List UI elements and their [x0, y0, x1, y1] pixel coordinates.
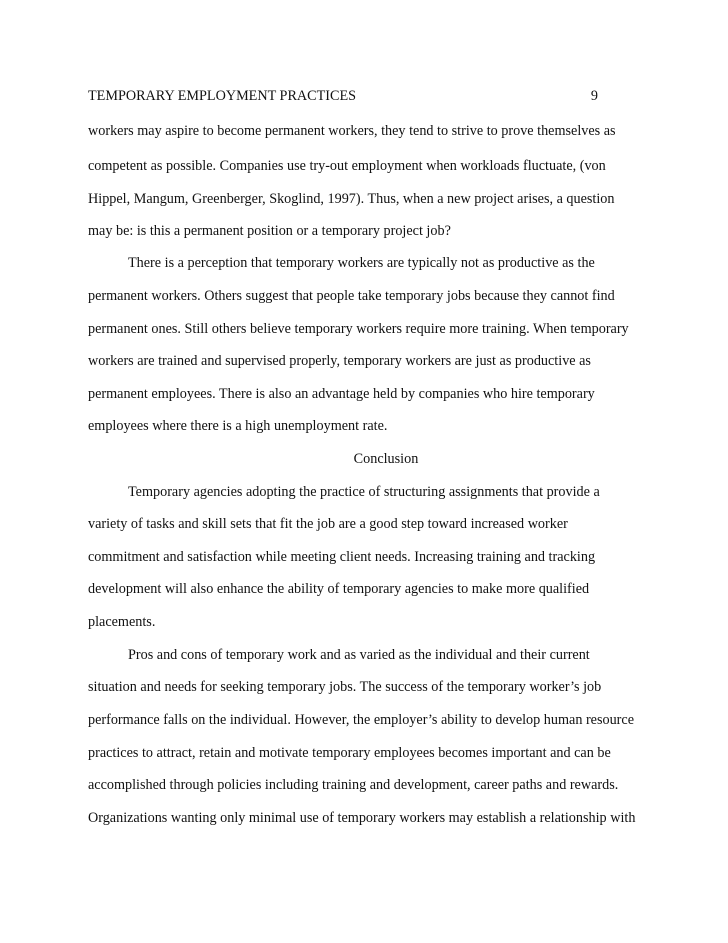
- text-line: workers are trained and supervised properly, temporary workers are just as productive as: [88, 353, 591, 369]
- text-line: employees where there is a high unemployment rate.: [88, 418, 388, 434]
- text-line: permanent employees. There is also an advantage held by companies who hire temporary: [88, 386, 595, 402]
- text-line: performance falls on the individual. However, the employer’s ability to develop human resource: [88, 712, 635, 728]
- text-line: workers may aspire to become permanent workers, they tend to strive to prove themselves as: [88, 123, 616, 139]
- paragraph-first-line: Temporary agencies adopting the practice of structuring assignments that provide a: [128, 484, 600, 500]
- text-line: permanent ones. Still others believe temporary workers require more training. When temporary: [88, 321, 629, 337]
- text-line: Organizations wanting only minimal use of temporary workers may establish a relationship with: [88, 810, 636, 826]
- section-heading: Conclusion: [353, 451, 419, 467]
- text-line: Hippel, Mangum, Greenberger, Skoglind, 1997). Thus, when a new project arises, a question: [88, 191, 615, 207]
- paragraph-first-line: There is a perception that temporary workers are typically not as productive as the: [128, 255, 595, 271]
- text-line: may be: is this a permanent position or a temporary project job?: [88, 223, 451, 239]
- text-line: competent as possible. Companies use try-out employment when workloads fluctuate, (von: [88, 158, 606, 174]
- page-number: 9: [590, 88, 598, 104]
- text-line: commitment and satisfaction while meeting client needs. Increasing training and tracking: [88, 549, 596, 565]
- paragraph-first-line: Pros and cons of temporary work and as varied as the individual and their current: [128, 647, 590, 663]
- text-line: practices to attract, retain and motivate temporary employees becomes important and can be: [88, 745, 611, 761]
- text-line: development will also enhance the ability of temporary agencies to make more qualified: [88, 581, 590, 597]
- text-line: placements.: [88, 614, 156, 630]
- text-line: accomplished through policies including training and development, career paths and rewards.: [88, 777, 619, 793]
- text-line: permanent workers. Others suggest that people take temporary jobs because they cannot find: [88, 288, 615, 304]
- running-head-title: TEMPORARY EMPLOYMENT PRACTICES: [88, 88, 357, 104]
- text-line: variety of tasks and skill sets that fit the job are a good step toward increased worker: [88, 516, 568, 532]
- text-line: situation and needs for seeking temporary jobs. The success of the temporary worker’s job: [88, 679, 602, 695]
